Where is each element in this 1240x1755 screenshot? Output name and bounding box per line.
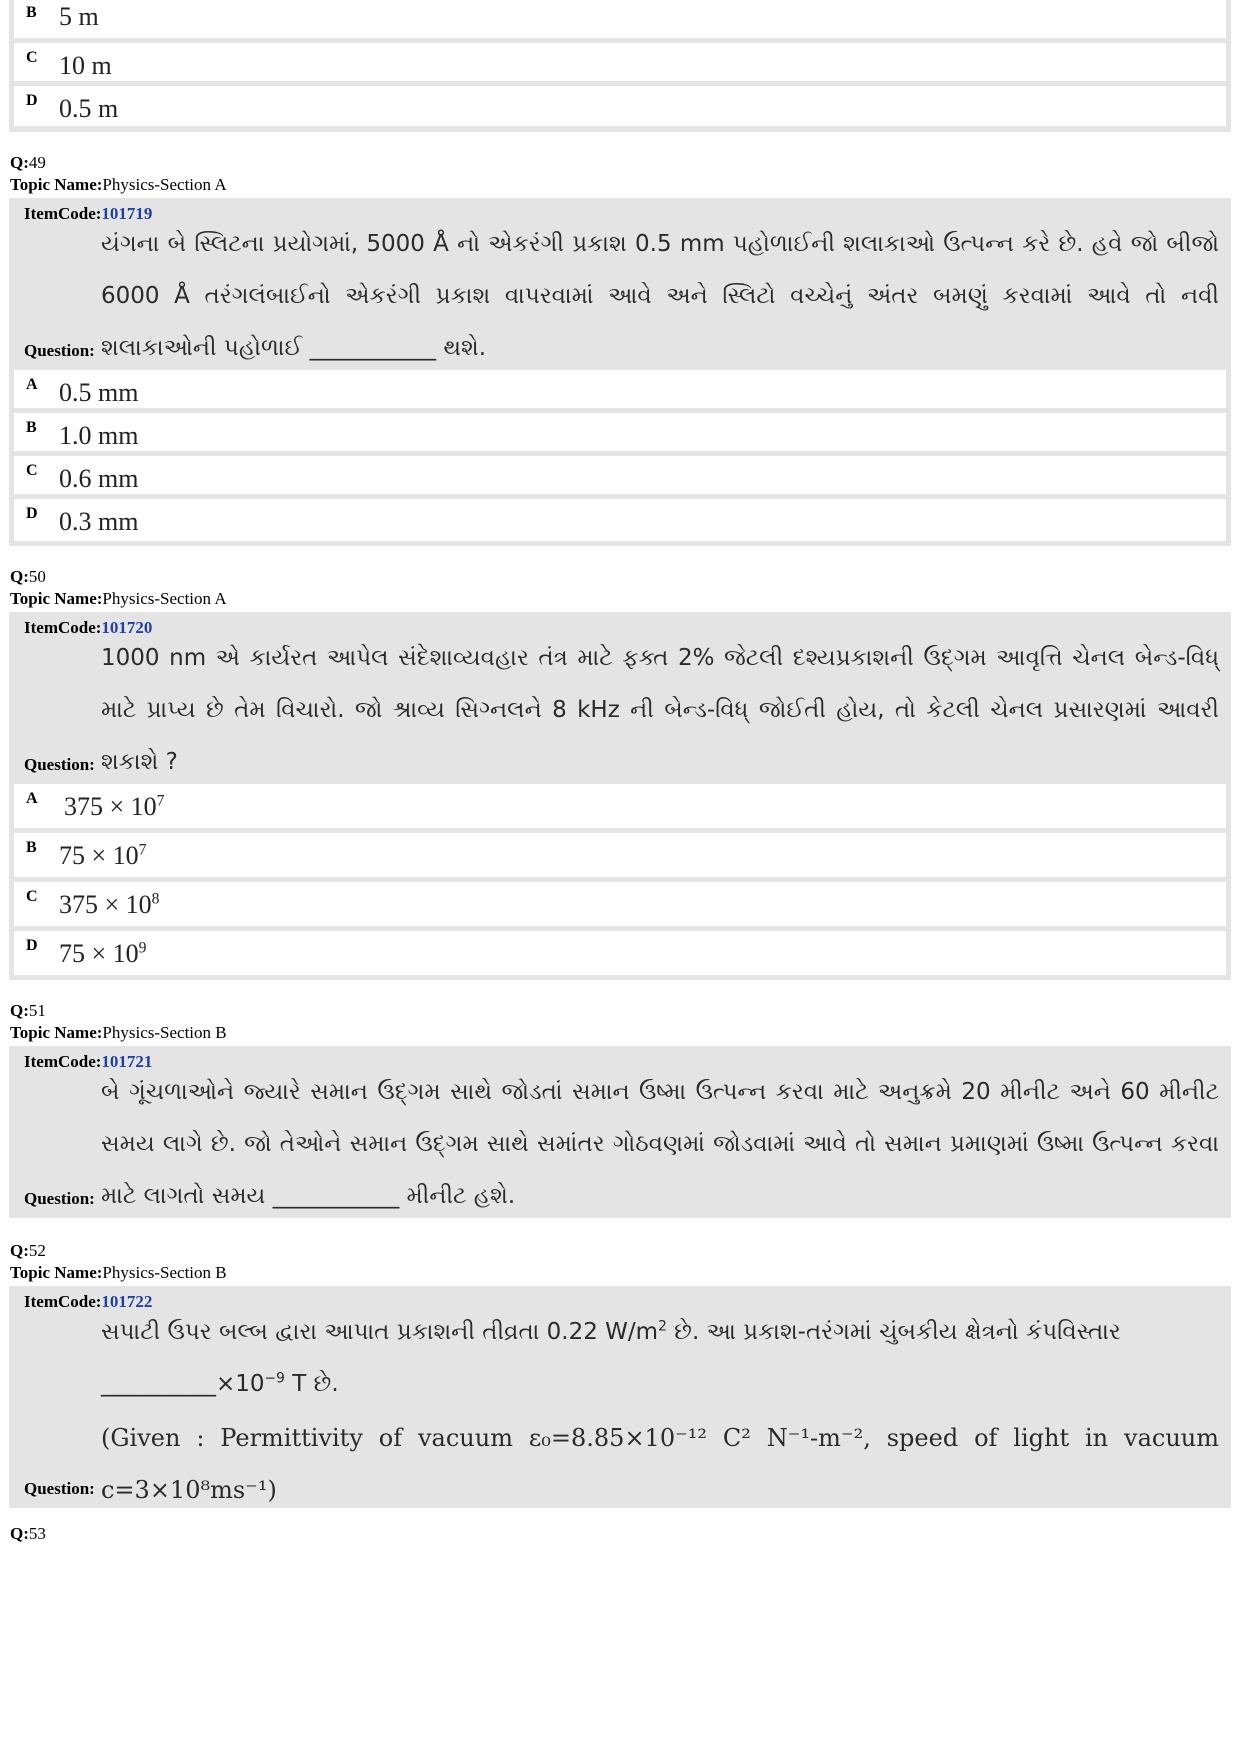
topic-name: Topic Name:Physics-Section B: [10, 1023, 227, 1042]
question-label: Question:: [24, 341, 95, 360]
question-box: [9, 1286, 1231, 1508]
question-box: [9, 198, 1231, 546]
option-row[interactable]: [14, 882, 1226, 926]
option-row[interactable]: [14, 413, 1226, 451]
question-number: Q:50: [10, 567, 46, 586]
option-letter: D: [26, 937, 38, 954]
question-row: [14, 198, 1226, 364]
option-text: $375 \times 10^7$: [64, 792, 165, 821]
option-text: $75 \times 10^7$: [59, 841, 147, 870]
question-text: સપાટી ઉપર બલ્બ દ્વારા આપાત પ્રકાશની તીવ્રતા 0.22 $W/m^2$ છે. આ પ્રકાશ-તરંગમાં ચુંબકીય ક્ષેત્રનો કંપવિસ્તાર $\_\_\_\_\_\_\_\_\_\_\times 10^{-9}$ T છે.: [101, 1318, 1121, 1397]
option-row[interactable]: [14, 0, 1226, 38]
question-number: Q:52: [10, 1241, 46, 1260]
question-text: બે ગૂંચળાઓને જ્યારે સમાન ઉદ્ગમ સાથે જોડતાં સમાન ઉષ્મા ઉત્પન્ન કરવા માટે અનુક્રમે 20 મીનીટ અને 60 મીનીટ સમય લાગે છે. જો તેઓને સમાન ઉદ્ગમ સાથે સમાંતર ગોઠવણમાં જોડવામાં આવે તો સમાન પ્રમાણમાં ઉષ્મા ઉત્પન્ન કરવા માટે લાગતો સમય ___________ મીનીટ હશે.: [101, 1079, 1219, 1209]
question-row: [14, 1286, 1226, 1502]
option-letter: D: [26, 92, 38, 109]
option-row[interactable]: [14, 86, 1226, 126]
option-letter: D: [26, 505, 38, 522]
option-letter: A: [26, 376, 38, 393]
question-label: Question:: [24, 1479, 95, 1498]
option-text: 0.6 mm: [59, 464, 139, 493]
option-letter: B: [26, 839, 37, 856]
item-code: ItemCode:101721: [24, 1052, 153, 1071]
question-text: 1000 nm એ કાર્યરત આપેલ સંદેશાવ્યવહાર તંત્ર માટે ફક્ત 2% જેટલી દશ્યપ્રકાશની ઉદ્ગમ આવૃત્તિ ચેનલ બેન્ડ-વિધ્ માટે પ્રાપ્ય છે તેમ વિચારો. જો શ્રાવ્ય સિગ્નલને 8 kHz ની બેન્ડ-વિધ્ જોઈતી હોય, તો કેટલી ચેનલ પ્રસારણમાં આવરી શકાશે ?: [101, 645, 1219, 775]
question-row: [14, 612, 1226, 778]
option-text: 10 m: [59, 51, 112, 80]
option-row[interactable]: [14, 456, 1226, 494]
question-box: [9, 1046, 1231, 1218]
option-text: 0.3 mm: [59, 507, 139, 536]
option-letter: C: [26, 462, 38, 479]
item-code: ItemCode:101720: [24, 618, 153, 637]
option-letter: A: [26, 790, 38, 807]
option-letter: B: [26, 4, 37, 21]
option-text: 0.5 m: [59, 94, 119, 123]
option-row[interactable]: [14, 370, 1226, 408]
topic-name: Topic Name:Physics-Section B: [10, 1263, 227, 1282]
question-number: Q:51: [10, 1001, 46, 1020]
topic-name: Topic Name:Physics-Section A: [10, 175, 227, 194]
option-text: 5 m: [59, 2, 99, 31]
item-code: ItemCode:101719: [24, 204, 153, 223]
question-text: યંગના બે સ્લિટના પ્રયોગમાં, 5000 Å નો એકરંગી પ્રકાશ 0.5 mm પહોળાઈની શલાકાઓ ઉત્પન્ન કરે છે. હવે જો બીજો 6000 Å તરંગલંબાઈનો એકરંગી પ્રકાશ વાપરવામાં આવે અને સ્લિટો વચ્ચેનું અંતર બમણું કરવામાં આવે તો નવી શલાકાઓની પહોળાઈ ___________ થશે.: [101, 231, 1219, 361]
question-row: [14, 1046, 1226, 1212]
question-box: [9, 612, 1231, 980]
option-text: $375 \times 10^8$: [59, 890, 160, 919]
option-letter: B: [26, 419, 37, 436]
option-letter: C: [26, 49, 38, 66]
item-code: ItemCode:101722: [24, 1292, 153, 1311]
option-letter: C: [26, 888, 38, 905]
topic-name: Topic Name:Physics-Section A: [10, 589, 227, 608]
option-text: 1.0 mm: [59, 421, 139, 450]
option-row[interactable]: [14, 784, 1226, 828]
given-constants: (Given : Permittivity of vacuum ε₀=8.85×10⁻¹² C² N⁻¹-m⁻², speed of light in vacuum c=3×10⁸ms⁻¹): [101, 1424, 1219, 1504]
option-row[interactable]: [14, 499, 1226, 541]
option-row[interactable]: [14, 931, 1226, 975]
option-row[interactable]: [14, 833, 1226, 877]
question-number: Q:53: [10, 1524, 46, 1543]
question-label: Question:: [24, 1189, 95, 1208]
q48-options-box: [9, 0, 1231, 132]
question-number: Q:49: [10, 153, 46, 172]
option-text: $75 \times 10^9$: [59, 939, 147, 968]
question-label: Question:: [24, 755, 95, 774]
option-text: 0.5 mm: [59, 378, 139, 407]
option-row[interactable]: [14, 43, 1226, 81]
